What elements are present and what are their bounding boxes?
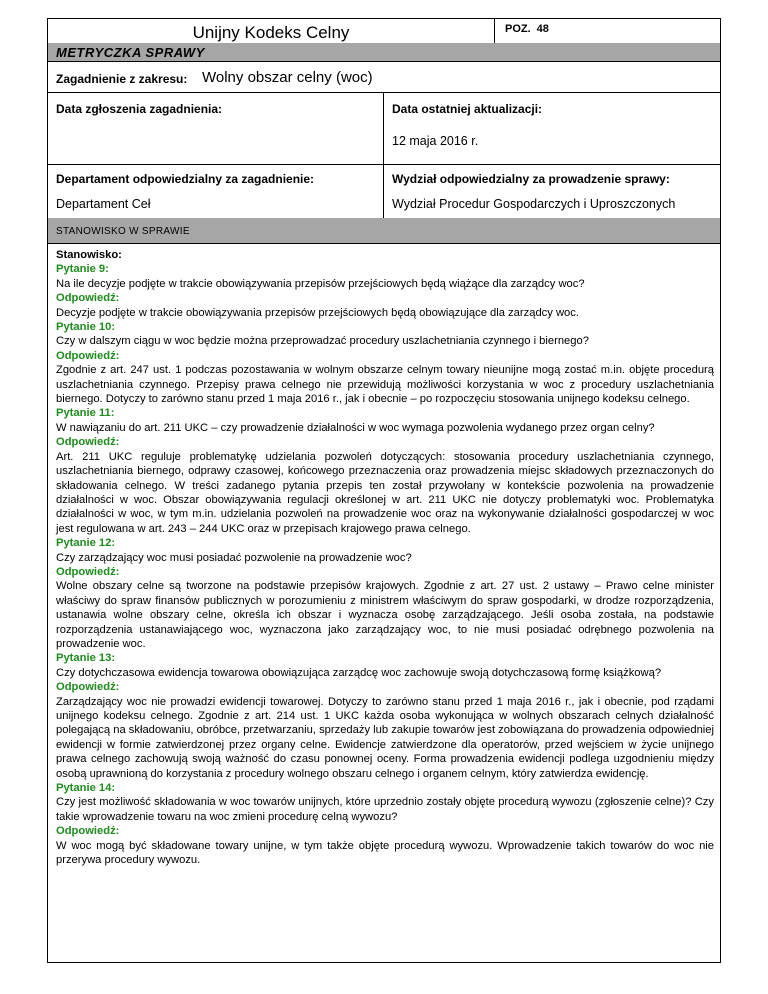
question-heading: Pytanie 10:	[56, 321, 116, 334]
paragraph: Czy dotychczasowa ewidencja towarowa obowiązująca zarządcę woc zachowuje swoją dotychczasową formę książkową?	[56, 666, 662, 679]
column-divider	[383, 164, 384, 218]
zagadnienie-row	[48, 62, 720, 93]
wydzial-label: Wydział odpowiedzialny za prowadzenie sprawy:	[392, 172, 670, 186]
paragraph: Zgodnie z art. 247 ust. 1 podczas pozostawania w wolnym obszarze celnym towary nieunijne mogą zostać m.in. objęte procedurą uszlachetniania czynnego. Przepisy prawa celnego nie przewidują możliwości korzystania w woc z procedury uszlachetniania biernego. Dotyczy to zarówno stanu przed 1 maja 2016 r., jak i obecnie – po rozpoczęciu stosowania unijnego kodeksu celnego.	[56, 364, 714, 406]
stanowisko-heading: STANOWISKO W SPRAWIE	[48, 218, 720, 244]
paragraph: Wolne obszary celne są tworzone na podstawie przepisów krajowych. Zgodnie z art. 27 ust. 2 ustawy – Prawo celne minister właściwy do spraw finansów publicznych w porozumieniu z ministrem właściwym do spraw gospodarki, w drodze rozporządzenia, ustanawia wolne obszary celne, określa ich obszar i wyznacza osobę zarządzającego. Jeśli osoba została, na podstawie rozporządzenia ustanawiającego woc, wyznaczona jako zarządzający woc, to nie musi posiadać odrębnego pozwolenia na prowadzenie woc.	[56, 580, 714, 650]
paragraph: Czy w dalszym ciągu w woc będzie można przeprowadzać procedury uszlachetniania czynnego i biernego?	[56, 335, 589, 348]
question-heading: Pytanie 14:	[56, 782, 116, 795]
data-zgloszenia-label: Data zgłoszenia zagadnienia:	[56, 102, 223, 116]
paragraph: W woc mogą być składowane towary unijne, w tym także objęte procedurą wywozu. Wprowadzenie takich towarów do woc nie przerywa procedury wywozu.	[56, 839, 714, 867]
wydzial-value: Wydział Procedur Gospodarczych i Uproszczonych	[392, 197, 676, 211]
stanowisko-content	[56, 248, 714, 867]
data-aktualizacji-value: 12 maja 2016 r.	[392, 134, 479, 148]
poz-label: POZ.	[505, 23, 531, 35]
data-aktualizacji-label: Data ostatniej aktualizacji:	[392, 102, 543, 116]
question-heading: Pytanie 9:	[56, 263, 109, 276]
dates-row	[48, 92, 720, 165]
question-heading: Odpowiedź:	[56, 292, 120, 305]
question-heading: Odpowiedź:	[56, 681, 120, 694]
question-heading: Odpowiedź:	[56, 565, 120, 578]
poz-number: 48	[536, 23, 549, 35]
stanowisko-intro: Stanowisko:	[56, 249, 122, 261]
paragraph: Decyzje podjęte w trakcie obowiązywania przepisów przejściowych będą obowiązujące dla zarządcy woc.	[56, 306, 579, 319]
document-title: Unijny Kodeks Celny	[192, 23, 350, 42]
title-bar	[48, 19, 720, 44]
zagadnienie-value: Wolny obszar celny (woc)	[202, 69, 373, 86]
departament-label: Departament odpowiedzialny za zagadnienie:	[56, 172, 315, 186]
paragraph: Zarządzający woc nie prowadzi ewidencji towarowej. Dotyczy to zarówno stanu przed 1 maja 2016 r., jak i obecnie, pod rządami unijnego kodeksu celnego. Zgodnie z art. 214 ust. 1 UKC każda osoba wykonująca w wolnych obszarach celnych działalność polegającą na składowaniu, obróbce, przetwarzaniu, sprzedaży lub zakupie towarów jest zobowiązana do prowadzenia odpowiedniej ewidencji w formie zatwierdzonej przez organy celne. Ewidencje zatwierdzone dla operatorów, przed wejściem w życie unijnego prawa celnego zachowują swoją ważność do czasu ponownej oceny. Forma prowadzenia ewidencji podlega uzgodnieniu między osobą uprawnioną do korzystania z procedury wolnego obszaru celnego i organem celnym, który zatwierdza ewidencję.	[56, 695, 714, 780]
position-box	[494, 19, 720, 43]
document-frame	[47, 18, 721, 963]
paragraph: Czy jest możliwość składowania w woc towarów unijnych, które uprzednio zostały objęte procedurą wywozu (zgłoszenie celne)? Czy takie wprowadzenie towaru na woc zmieni procedurę celną wywozu?	[56, 796, 714, 823]
question-heading: Odpowiedź:	[56, 825, 120, 838]
paragraph: Art. 211 UKC reguluje problematykę udzielania pozwoleń dotyczących: stosowania procedury uszlachetniania czynnego, uszlachetniania biernego, odprawy czasowej, końcowego przeznaczenia oraz prowadzenia miejsc składowych przeznaczonych do składowania celnego. W treści zadanego pytania przepis ten został przywołany w kontekście pozwolenia na prowadzenie działalności w woc. Obszar obowiązywania regulacji określonej w art. 211 UKC nie dotyczy problematyki woc. Problematyka działalności w woc, w tym m.in. udzielania pozwoleń na prowadzenie woc oraz na wykonywanie działalności gospodarczej w woc jest regulowana w art. 243 – 244 UKC oraz w przepisach krajowego prawa celnego.	[56, 450, 714, 535]
question-heading: Pytanie 11:	[56, 407, 115, 420]
paragraph: Czy zarządzający woc musi posiadać pozwolenie na prowadzenie woc?	[56, 551, 412, 564]
metryczka-heading: METRYCZKA SPRAWY	[48, 43, 720, 62]
question-heading: Odpowiedź:	[56, 349, 120, 362]
column-divider	[383, 92, 384, 164]
paragraph: Na ile decyzje podjęte w trakcie obowiązywania przepisów przejściowych będą wiążące dla zarządcy woc?	[56, 277, 585, 290]
question-heading: Pytanie 12:	[56, 537, 116, 550]
paragraph: W nawiązaniu do art. 211 UKC – czy prowadzenie działalności w woc wymaga pozwolenia wydanego przez organ celny?	[56, 421, 655, 434]
question-heading: Odpowiedź:	[56, 436, 120, 449]
departament-row	[48, 164, 720, 219]
zagadnienie-label: Zagadnienie z zakresu:	[56, 72, 188, 86]
departament-value: Departament Ceł	[56, 197, 151, 211]
question-heading: Pytanie 13:	[56, 652, 116, 665]
